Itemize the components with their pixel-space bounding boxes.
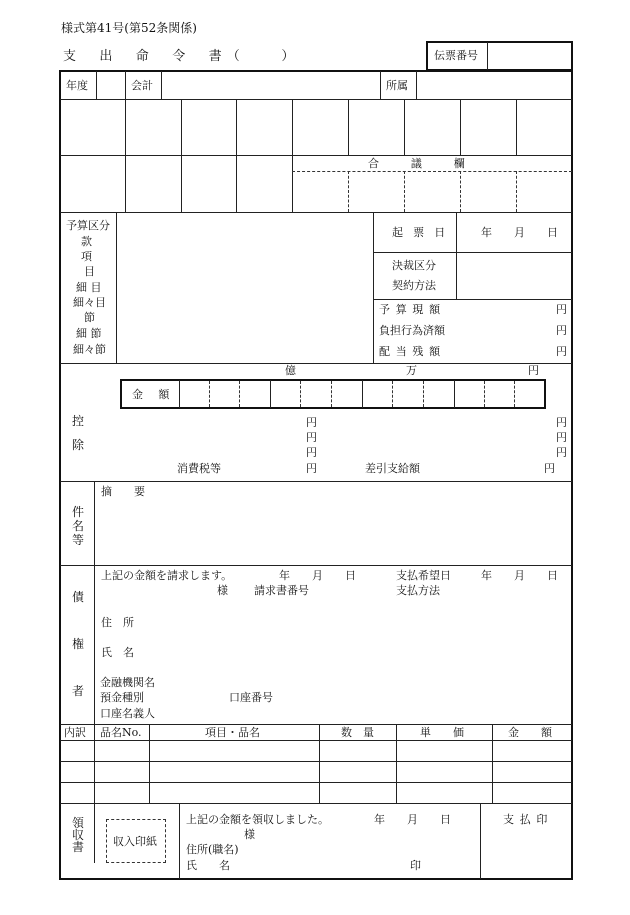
received-text: 上記の金額を領収しました。 [186, 813, 329, 826]
fiscal-year-label: 年度 [66, 79, 88, 92]
form-title: 支 出 命 令 書（ ） [63, 49, 300, 64]
budget-committed-label: 負担行為済額 [379, 324, 445, 337]
budget-division-label: 予算区分 [66, 219, 110, 232]
address-label: 住 所 [101, 616, 134, 629]
account-holder-label: 口座名義人 [100, 707, 155, 720]
receipt-side-1: 領 [72, 816, 85, 830]
receipt-date: 年 月 日 [374, 813, 451, 826]
yen-unit: 円 [306, 431, 317, 444]
budget-moku-label: 目 [84, 265, 95, 278]
council-header: 合 議 欄 [368, 157, 469, 170]
creditor-side-2: 権 [72, 637, 85, 651]
payment-seal-label: 支 払 印 [503, 813, 549, 826]
request-date: 年 月 日 [279, 569, 356, 582]
contract-method-label: 契約方法 [392, 279, 436, 292]
budget-kou-label: 項 [81, 250, 92, 263]
account-number-label: 口座番号 [229, 691, 273, 704]
budget-remaining-label: 配 当 残 額 [379, 345, 442, 358]
details-header-breakdown: 内訳 [64, 726, 86, 739]
budget-kan-label: 款 [81, 235, 92, 248]
oku-unit: 億 [285, 364, 296, 377]
receipt-address-label: 住所(職名) [186, 843, 239, 856]
yen-unit: 円 [556, 303, 567, 316]
payment-date-label: 支払希望日 [396, 569, 451, 582]
deduction-label-1: 控 [72, 414, 85, 428]
budget-saisaimoku-label: 細々目 [73, 296, 106, 309]
account-label: 会計 [131, 79, 153, 92]
net-payment-label: 差引支給額 [365, 462, 420, 475]
name-label: 氏 名 [101, 646, 134, 659]
yen-unit-top: 円 [528, 364, 539, 377]
yen-unit: 円 [306, 462, 317, 475]
decision-class-label: 決裁区分 [392, 259, 436, 272]
deposit-type-label: 預金種別 [100, 691, 144, 704]
invoice-number-label: 請求書番号 [254, 584, 309, 597]
deduction-label-2: 除 [72, 438, 85, 452]
budget-saimoku-label: 細 目 [76, 281, 102, 294]
yen-unit: 円 [556, 416, 567, 429]
details-header-amount: 金 額 [508, 726, 552, 739]
payment-date-value: 年 月 日 [481, 569, 558, 582]
details-header-unit-price: 単 価 [420, 726, 464, 739]
amount-label: 金 額 [132, 388, 172, 401]
department-label: 所属 [386, 79, 408, 92]
voucher-number-label: 伝票番号 [434, 49, 478, 62]
details-header-quantity: 数 量 [341, 726, 374, 739]
draft-date-ymd: 年 月 日 [481, 226, 558, 239]
yen-unit: 円 [544, 462, 555, 475]
yen-unit: 円 [556, 431, 567, 444]
consumption-tax-label: 消費税等 [177, 462, 221, 475]
budget-saisaisetsu-label: 細々節 [73, 343, 106, 356]
budget-current-label: 予 算 現 額 [379, 303, 442, 316]
form-frame [59, 70, 573, 880]
sama-label: 様 [217, 584, 228, 597]
details-header-item-no: 品名No. [100, 726, 142, 739]
form-number: 様式第41号(第52条関係) [61, 21, 197, 35]
summary-label: 摘 要 [101, 485, 145, 498]
receipt-sama: 様 [244, 828, 255, 841]
bank-name-label: 金融機関名 [100, 676, 155, 689]
receipt-side-2: 収 [72, 828, 85, 842]
amount-box[interactable] [120, 379, 546, 409]
subject-side-label: 件名等 [72, 505, 85, 547]
creditor-side-1: 債 [72, 590, 85, 604]
budget-saisetsu-label: 細 節 [76, 327, 102, 340]
creditor-side-3: 者 [72, 684, 85, 698]
budget-setsu-label: 節 [84, 311, 95, 324]
seal-mark: 印 [410, 859, 421, 872]
yen-unit: 円 [306, 416, 317, 429]
man-unit: 万 [406, 364, 417, 377]
receipt-side-3: 書 [72, 840, 85, 854]
draft-date-label: 起 票 日 [392, 226, 449, 239]
request-text: 上記の金額を請求します。 [101, 569, 233, 582]
payment-method-label: 支払方法 [396, 584, 440, 597]
receipt-name-label: 氏 名 [186, 859, 230, 872]
yen-unit: 円 [556, 324, 567, 337]
yen-unit: 円 [556, 345, 567, 358]
yen-unit: 円 [306, 446, 317, 459]
details-header-item-name: 項目・品名 [205, 726, 260, 739]
revenue-stamp-label: 収入印紙 [113, 835, 157, 848]
yen-unit: 円 [556, 446, 567, 459]
